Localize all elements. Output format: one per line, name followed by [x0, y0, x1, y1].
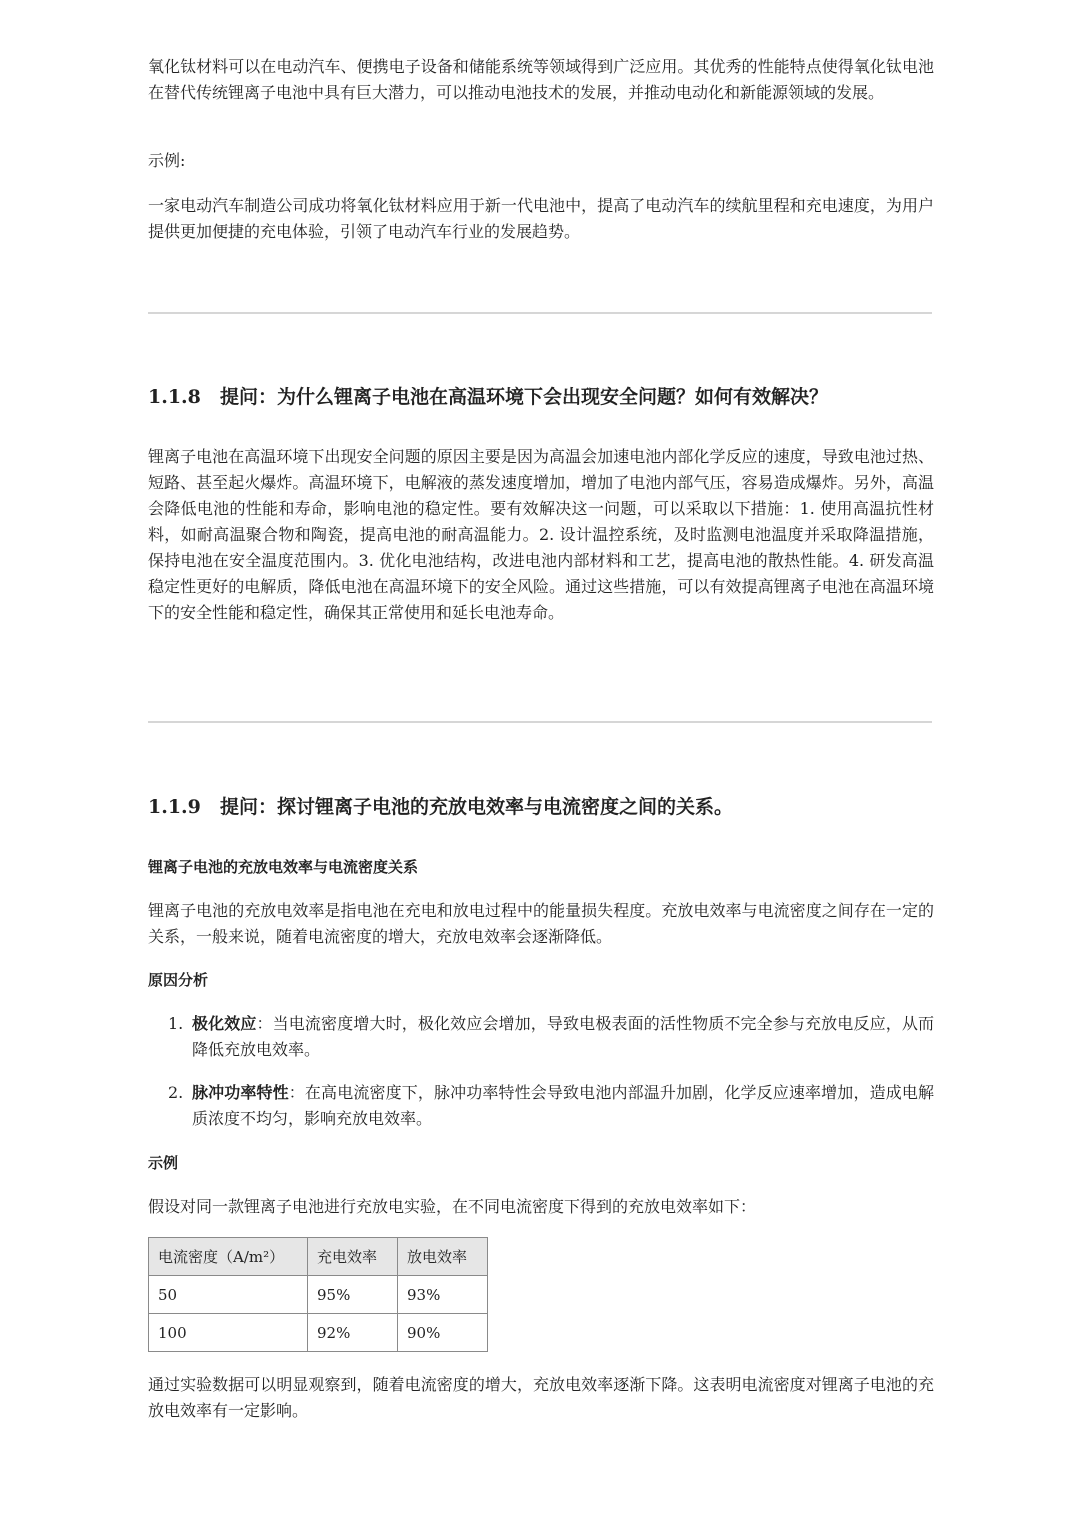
section-title: 提问：为什么锂离子电池在高温环境下会出现安全问题？如何有效解决？: [220, 386, 829, 408]
section-1-1-9-intro: 锂离子电池的充放电效率是指电池在充电和放电过程中的能量损失程度。充放电效率与电流密度之间存在一定的关系，一般来说，随着电流密度的增大，充放电效率会逐渐降低。: [148, 901, 934, 946]
section-1-1-8-answer: 锂离子电池在高温环境下出现安全问题的原因主要是因为高温会加速电池内部化学反应的速度，导致电池过热、短路、甚至起火爆炸。高温环境下，电解液的蒸发速度增加，增加了电池内部气压，容易造成爆炸。另外，高温会降低电池的性能和寿命，影响电池的稳定性。要有效解决这一问题，可以采取以下措施：1. 使用高温抗性材料，如耐高温聚合物和陶瓷，提高电池的耐高温能力。2. 设计温控系统，及时监测电池温度并采取降温措施，保持电池在安全温度范围内。3. 优化电池结构，改进电池内部材料和工艺，提高电池的散热性能。4. 研发高温稳定性更好的电解质，降低电池在高温环境下的安全风险。通过这些措施，可以有效提高锂离子电池在高温环境下的安全性能和稳定性，确保其正常使用和延长电池寿命。: [148, 447, 934, 622]
list-item: [168, 1011, 934, 1063]
table-header-cell: 放电效率: [398, 1238, 488, 1276]
section-number: 1.1.9: [148, 796, 201, 818]
table-header-cell: 电流密度（A/m²）: [149, 1238, 308, 1276]
list-item-text: ：当电流密度增大时，极化效应会增加，导致电极表面的活性物质不完全参与充放电反应，从而降低充放电效率。: [192, 1014, 934, 1059]
table-cell: 90%: [398, 1314, 488, 1352]
list-marker: 2.: [168, 1083, 184, 1102]
table-row: [149, 1314, 488, 1352]
section-heading-1-1-8: [148, 383, 934, 411]
table-header-row: [149, 1238, 488, 1276]
analysis-label: 原因分析: [148, 971, 209, 989]
section-heading-1-1-9: [148, 793, 934, 821]
intro-example-label: 示例:: [148, 151, 186, 170]
example-intro: 假设对同一款锂离子电池进行充放电实验，在不同电流密度下得到的充放电效率如下：: [148, 1197, 757, 1216]
section-divider: [148, 312, 932, 314]
list-marker: 1.: [168, 1014, 184, 1033]
section-title: 提问：探讨锂离子电池的充放电效率与电流密度之间的关系。: [220, 796, 734, 818]
list-item-text: ：在高电流密度下，脉冲功率特性会导致电池内部温升加剧，化学反应速率增加，造成电解质浓度不均匀，影响充放电效率。: [192, 1083, 934, 1128]
table-header-cell: 充电效率: [308, 1238, 398, 1276]
list-item-term: 脉冲功率特性: [192, 1083, 289, 1102]
table-row: [149, 1276, 488, 1314]
intro-paragraph: 氧化钛材料可以在电动汽车、便携电子设备和储能系统等领域得到广泛应用。其优秀的性能特点使得氧化钛电池在替代传统锂离子电池中具有巨大潜力，可以推动电池技术的发展，并推动电动化和新能源领域的发展。: [148, 57, 934, 102]
section-number: 1.1.8: [148, 386, 201, 408]
efficiency-table: [148, 1237, 488, 1352]
table-cell: 93%: [398, 1276, 488, 1314]
table-cell: 95%: [308, 1276, 398, 1314]
list-item: [168, 1080, 934, 1132]
section-1-1-9-subtitle: 锂离子电池的充放电效率与电流密度关系: [148, 858, 419, 876]
table-cell: 92%: [308, 1314, 398, 1352]
section-divider: [148, 721, 932, 723]
conclusion-paragraph: 通过实验数据可以明显观察到，随着电流密度的增大，充放电效率逐渐下降。这表明电流密度对锂离子电池的充放电效率有一定影响。: [148, 1375, 934, 1420]
intro-example-text: 一家电动汽车制造公司成功将氧化钛材料应用于新一代电池中，提高了电动汽车的续航里程和充电速度，为用户提供更加便捷的充电体验，引领了电动汽车行业的发展趋势。: [148, 196, 934, 241]
table-cell: 50: [149, 1276, 308, 1314]
table-cell: 100: [149, 1314, 308, 1352]
list-item-term: 极化效应: [192, 1014, 257, 1033]
example-label: 示例: [148, 1154, 179, 1172]
